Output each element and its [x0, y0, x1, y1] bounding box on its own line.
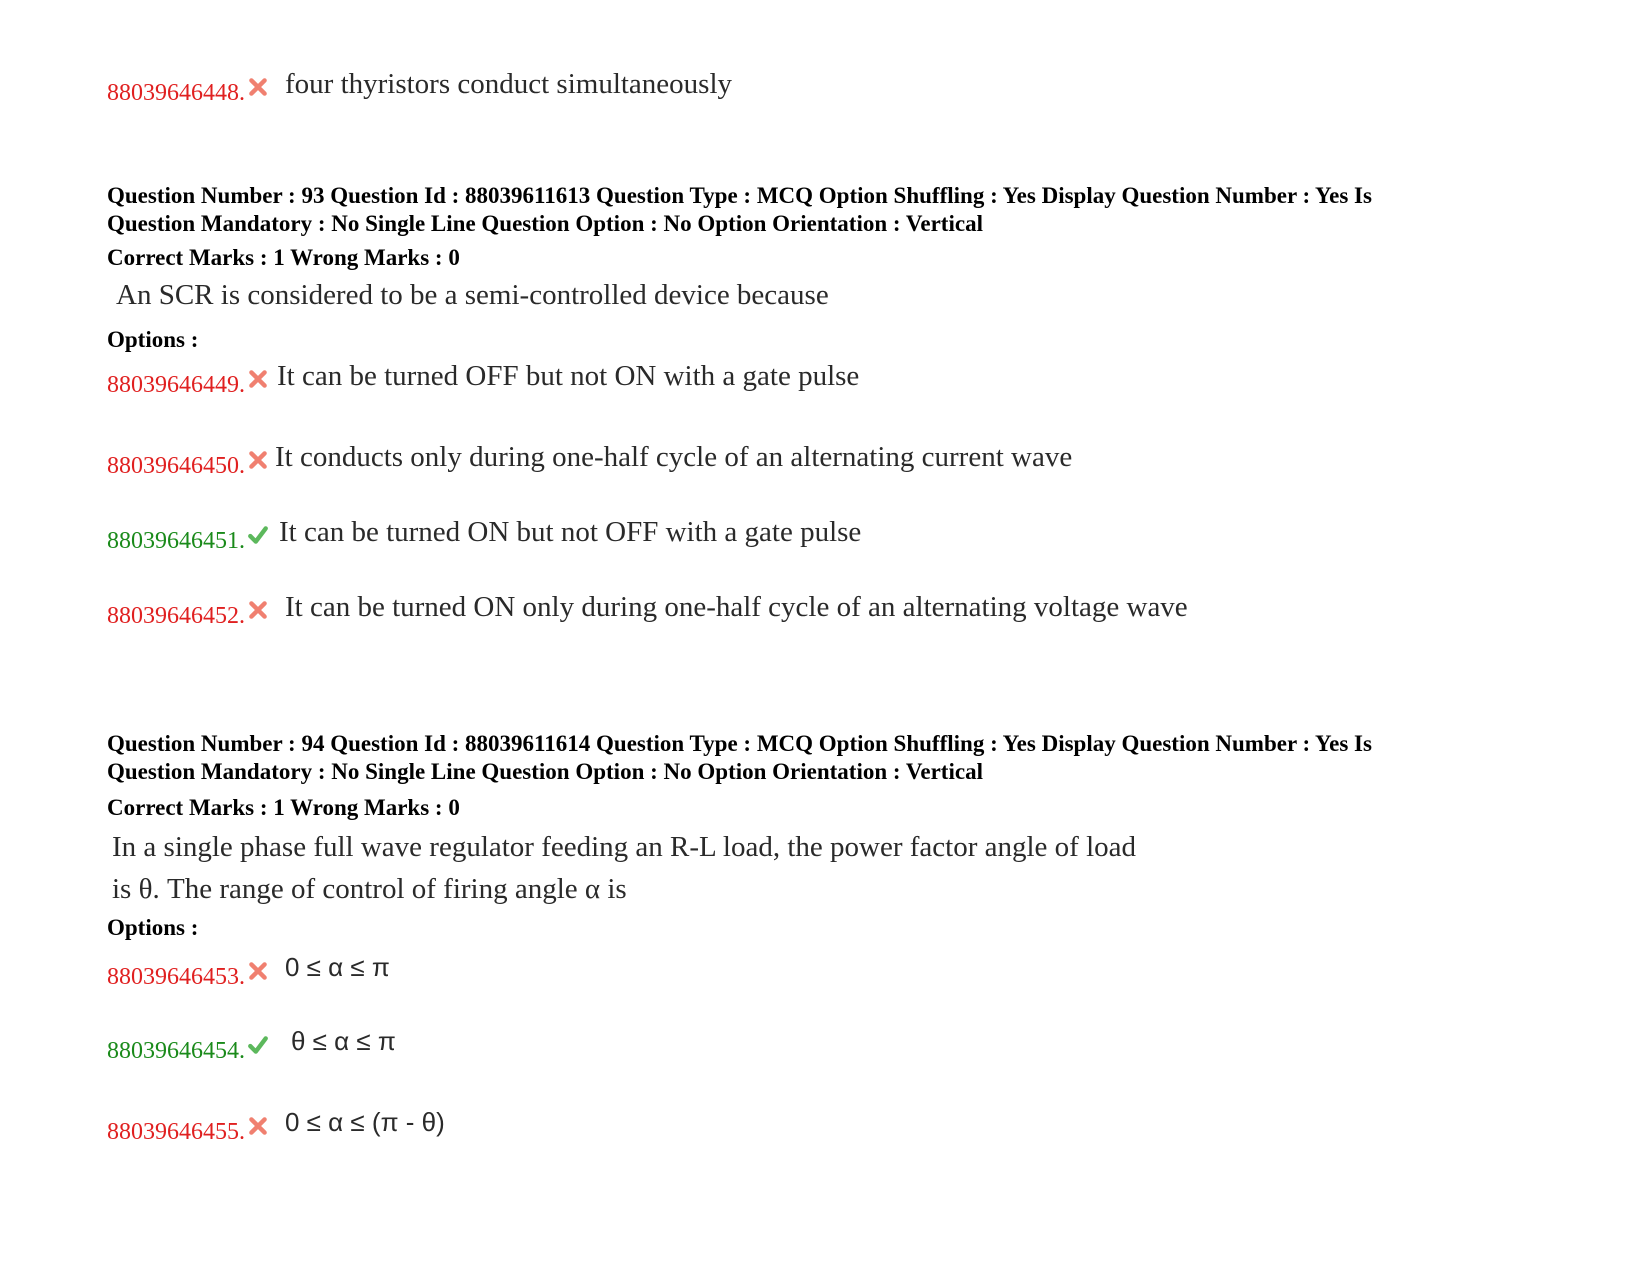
question-stem-line: In a single phase full wave regulator feeding an R-L load, the power factor angle of load [112, 831, 1137, 863]
option-id: 88039646455. [107, 1119, 245, 1145]
option-text: θ ≤ α ≤ π [291, 1026, 396, 1056]
option-text: 0 ≤ α ≤ π [285, 952, 390, 982]
option-id: 88039646450. [107, 453, 245, 479]
option-text: It can be turned OFF but not ON with a gate pulse [277, 360, 860, 392]
check-icon [247, 1034, 269, 1056]
check-icon [247, 524, 269, 546]
option-text: 0 ≤ α ≤ (π - θ) [285, 1107, 445, 1137]
option-text: It can be turned ON but not OFF with a gate pulse [279, 516, 862, 548]
cross-icon [247, 960, 269, 982]
option-text: It conducts only during one-half cycle of an alternating current wave [275, 441, 1073, 473]
question-93-meta [107, 182, 1547, 238]
question-meta-line: Question Number : 94 Question Id : 88039611614 Question Type : MCQ Option Shuffling : Yes Display Question Number : Yes Is [107, 731, 1372, 756]
question-meta-line: Question Mandatory : No Single Line Question Option : No Option Orientation : Vertical [107, 759, 983, 784]
option-id: 88039646454. [107, 1038, 245, 1064]
question-93-stem: An SCR is considered to be a semi-controlled device because [116, 279, 829, 311]
option-id: 88039646453. [107, 964, 245, 990]
cross-icon [247, 449, 269, 471]
options-label: Options : [107, 915, 199, 940]
question-94-meta [107, 730, 1547, 786]
option-id: 88039646449. [107, 372, 245, 398]
cross-icon [247, 76, 269, 98]
options-label: Options : [107, 327, 199, 352]
option-text: It can be turned ON only during one-half cycle of an alternating voltage wave [285, 591, 1188, 623]
question-94-stem [112, 826, 1136, 910]
question-meta-line: Question Mandatory : No Single Line Question Option : No Option Orientation : Vertical [107, 211, 983, 236]
option-id: 88039646451. [107, 528, 245, 554]
cross-icon [247, 1115, 269, 1137]
option-id: 88039646448. [107, 80, 245, 106]
option-id: 88039646452. [107, 603, 245, 629]
cross-icon [247, 368, 269, 390]
option-text: four thyristors conduct simultaneously [285, 68, 733, 100]
question-94-marks: Correct Marks : 1 Wrong Marks : 0 [107, 795, 460, 820]
question-meta-line: Question Number : 93 Question Id : 88039611613 Question Type : MCQ Option Shuffling : Yes Display Question Number : Yes Is [107, 183, 1372, 208]
question-stem-line: is θ. The range of control of firing angle α is [112, 873, 627, 905]
cross-icon [247, 599, 269, 621]
question-93-marks: Correct Marks : 1 Wrong Marks : 0 [107, 245, 460, 270]
